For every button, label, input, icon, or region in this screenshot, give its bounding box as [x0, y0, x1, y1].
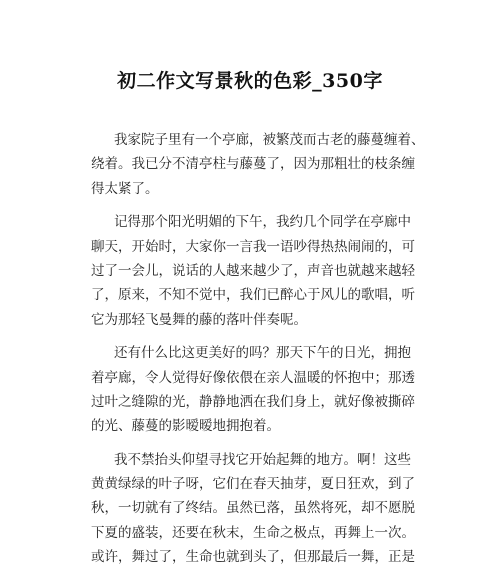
text-line: 或许，舞过了，生命也就到头了，但那最后一舞，正是: [91, 549, 415, 566]
text-line: 聊天，开始时，大家你一言我一语吵得热热闹闹的，可: [91, 238, 415, 255]
text-line: 绕着。我已分不清亭柱与藤蔓了，因为那粗壮的枝条缠: [91, 156, 415, 173]
text-line: 秋，一切就有了终结。虽然已落，虽然将死，却不愿脱: [91, 500, 415, 517]
text-line: 过了一会儿，说话的人越来越少了，声音也就越来越轻: [91, 262, 415, 279]
text-line: 还有什么比这更美好的吗？那天下午的日光，拥抱: [114, 345, 411, 362]
text-line: 黄黄绿绿的叶子呀，它们在春天抽芽，夏日狂欢，到了: [91, 476, 415, 493]
article-body: [91, 128, 425, 570]
text-line: 我家院子里有一个亭廊，被繁茂而古老的藤蔓缠着、: [114, 132, 425, 148]
text-line: 了，原来，不知不觉中，我们已醉心于风儿的歌唱，听: [91, 287, 415, 304]
text-line: 过叶之缝隙的光，静静地洒在我们身上，就好像被撕碎: [91, 393, 415, 410]
page-title: 初二作文写景秋的色彩_350字: [117, 70, 383, 92]
paragraph-1: [91, 128, 425, 201]
paragraph-4: [91, 448, 421, 570]
paragraph-3: [91, 341, 421, 439]
text-line: 的光、藤蔓的影暧暧地拥抱着。: [91, 418, 280, 435]
text-line: 我不禁抬头仰望寻找它开始起舞的地方。啊！这些: [114, 451, 411, 468]
paragraph-2: [91, 210, 421, 332]
paragraph-gap: [91, 332, 421, 341]
text-line: 记得那个阳光明媚的下午，我约几个同学在亭廊中: [114, 214, 411, 231]
text-line: 它为那轻飞曼舞的藤的落叶伴奏呢。: [91, 311, 307, 328]
text-line: 着亭廊，令人觉得好像依偎在亲人温暖的怀抱中；那透: [91, 369, 415, 386]
text-line: 得太紧了。: [91, 180, 159, 197]
paragraph-gap: [91, 439, 421, 448]
text-line: 下夏的盛装，还要在秋末，生命之极点，再舞上一次。: [91, 524, 415, 541]
paragraph-gap: [91, 201, 421, 210]
